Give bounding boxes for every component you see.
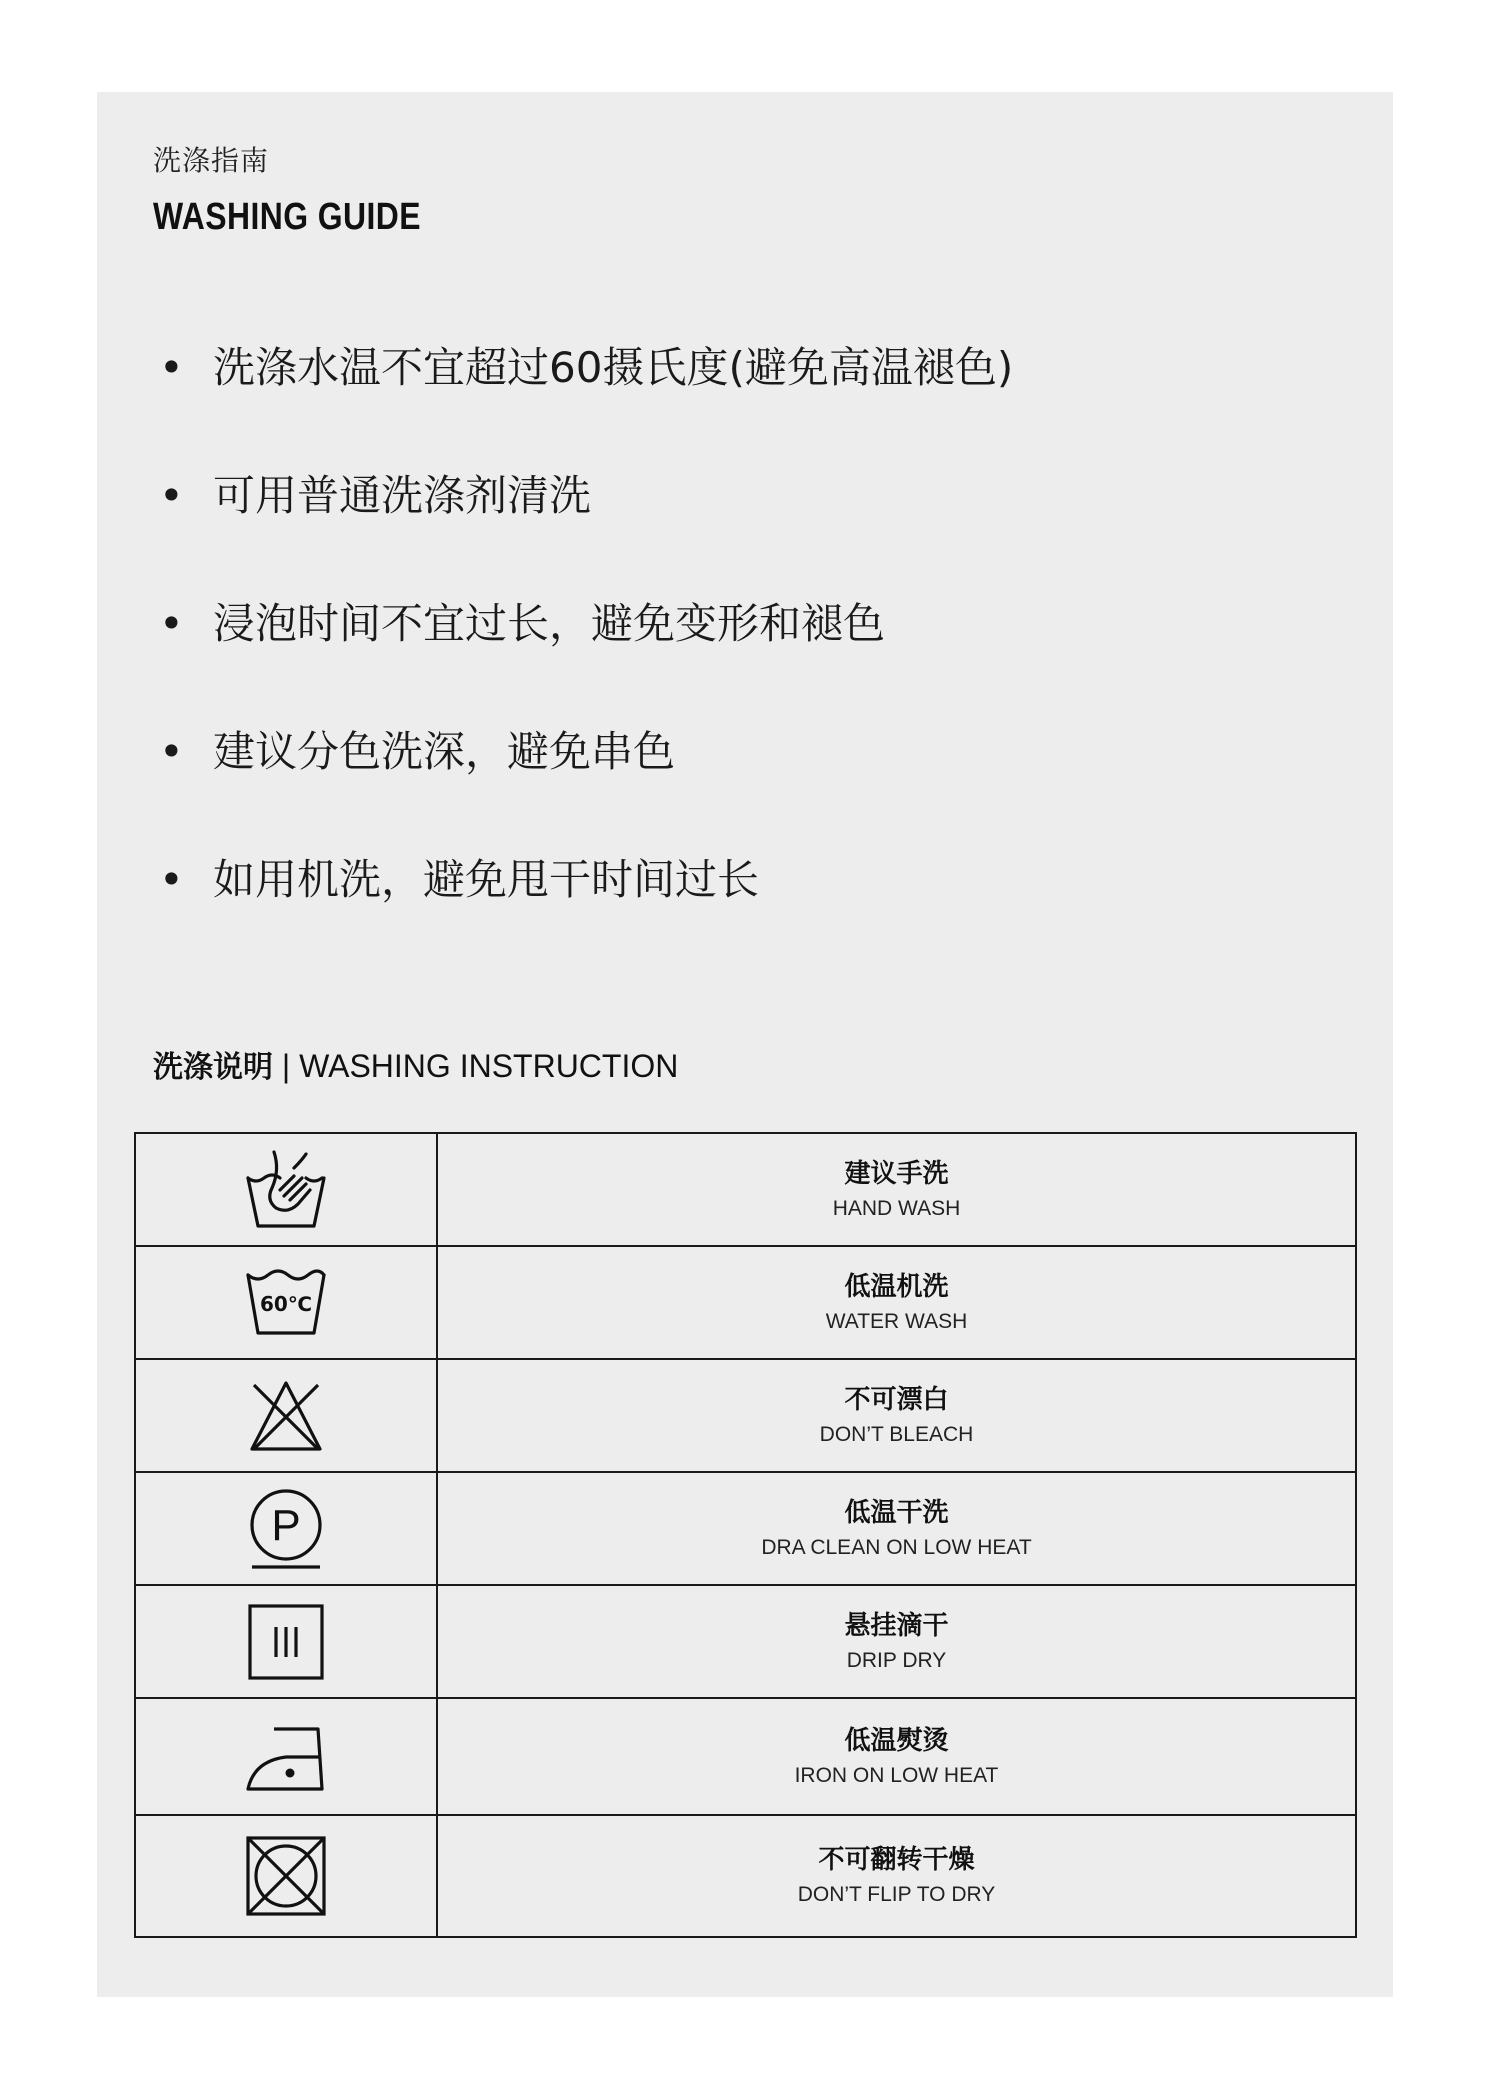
section-title bbox=[153, 1042, 678, 1086]
section-title-separator: | bbox=[273, 1048, 300, 1084]
instruction-text-cell bbox=[437, 1472, 1356, 1585]
table-row bbox=[135, 1246, 1356, 1359]
instruction-label-cn: 低温干洗 bbox=[844, 1497, 949, 1528]
bullet-dot: • bbox=[159, 343, 184, 392]
icon-cell bbox=[135, 1585, 437, 1698]
list-item bbox=[157, 594, 1013, 722]
bullet-dot: • bbox=[159, 727, 184, 776]
wash-temperature-label: 60℃ bbox=[259, 1291, 313, 1316]
icon-cell bbox=[135, 1815, 437, 1937]
guide-list bbox=[157, 338, 1013, 978]
instruction-text-cell bbox=[437, 1815, 1356, 1937]
no-bleach-icon bbox=[248, 1379, 324, 1453]
table-row bbox=[135, 1472, 1356, 1585]
dry-clean-p-icon bbox=[246, 1487, 326, 1571]
icon-cell bbox=[135, 1359, 437, 1472]
instruction-label-cn: 低温熨烫 bbox=[844, 1725, 949, 1756]
instruction-label-en: WATER WASH bbox=[825, 1309, 968, 1333]
bullet-dot: • bbox=[159, 471, 184, 520]
section-title-english: WASHING INSTRUCTION bbox=[299, 1048, 679, 1084]
wash-60-icon bbox=[244, 1267, 328, 1339]
bullet-dot: • bbox=[159, 599, 184, 648]
instruction-text-cell bbox=[437, 1133, 1356, 1246]
instruction-label-cn: 低温机洗 bbox=[844, 1271, 949, 1302]
icon-cell bbox=[135, 1698, 437, 1815]
washing-guide-card bbox=[97, 92, 1393, 1997]
icon-cell bbox=[135, 1133, 437, 1246]
instruction-label-cn: 不可漂白 bbox=[844, 1384, 949, 1415]
section-title-chinese: 洗涤说明 bbox=[153, 1050, 273, 1085]
washing-instruction-table bbox=[134, 1132, 1357, 1938]
list-item bbox=[157, 338, 1013, 466]
table-row bbox=[135, 1359, 1356, 1472]
icon-cell bbox=[135, 1472, 437, 1585]
no-tumble-dry-icon bbox=[245, 1835, 327, 1917]
table-row bbox=[135, 1815, 1356, 1937]
bullet-dot: • bbox=[159, 855, 184, 904]
instruction-text-cell bbox=[437, 1246, 1356, 1359]
list-item-text: 洗涤水温不宜超过60摄氏度(避免高温褪色) bbox=[213, 343, 1014, 392]
icon-cell bbox=[135, 1246, 437, 1359]
instruction-label-en: DON’T BLEACH bbox=[819, 1422, 974, 1446]
instruction-text-cell bbox=[437, 1698, 1356, 1815]
instruction-text-cell bbox=[437, 1585, 1356, 1698]
hand-wash-icon bbox=[244, 1148, 328, 1232]
title-english: WASHING GUIDE bbox=[153, 196, 421, 238]
drip-dry-icon bbox=[247, 1603, 325, 1681]
table-row bbox=[135, 1698, 1356, 1815]
instruction-label-cn: 不可翻转干燥 bbox=[818, 1845, 975, 1875]
instruction-label-en: IRON ON LOW HEAT bbox=[794, 1763, 999, 1787]
instruction-text-cell bbox=[437, 1359, 1356, 1472]
list-item bbox=[157, 850, 1013, 978]
iron-low-icon bbox=[244, 1721, 328, 1793]
list-item-text: 浸泡时间不宜过长，避免变形和褪色 bbox=[213, 599, 886, 648]
list-item-text: 可用普通洗涤剂清洗 bbox=[213, 471, 592, 520]
dry-clean-letter: P bbox=[271, 1500, 301, 1550]
list-item bbox=[157, 466, 1013, 594]
instruction-label-en: DRIP DRY bbox=[846, 1648, 947, 1672]
list-item bbox=[157, 722, 1013, 850]
instruction-label-cn: 建议手洗 bbox=[844, 1158, 949, 1189]
list-item-text: 如用机洗，避免甩干时间过长 bbox=[213, 855, 760, 904]
list-item-text: 建议分色洗深，避免串色 bbox=[213, 727, 676, 776]
table-row bbox=[135, 1133, 1356, 1246]
instruction-label-en: DON’T FLIP TO DRY bbox=[797, 1883, 996, 1906]
instruction-label-en: HAND WASH bbox=[832, 1196, 961, 1220]
title-chinese: 洗涤指南 bbox=[153, 144, 270, 177]
table-row bbox=[135, 1585, 1356, 1698]
instruction-label-cn: 悬挂滴干 bbox=[844, 1610, 949, 1641]
instruction-label-en: DRA CLEAN ON LOW HEAT bbox=[761, 1535, 1032, 1559]
